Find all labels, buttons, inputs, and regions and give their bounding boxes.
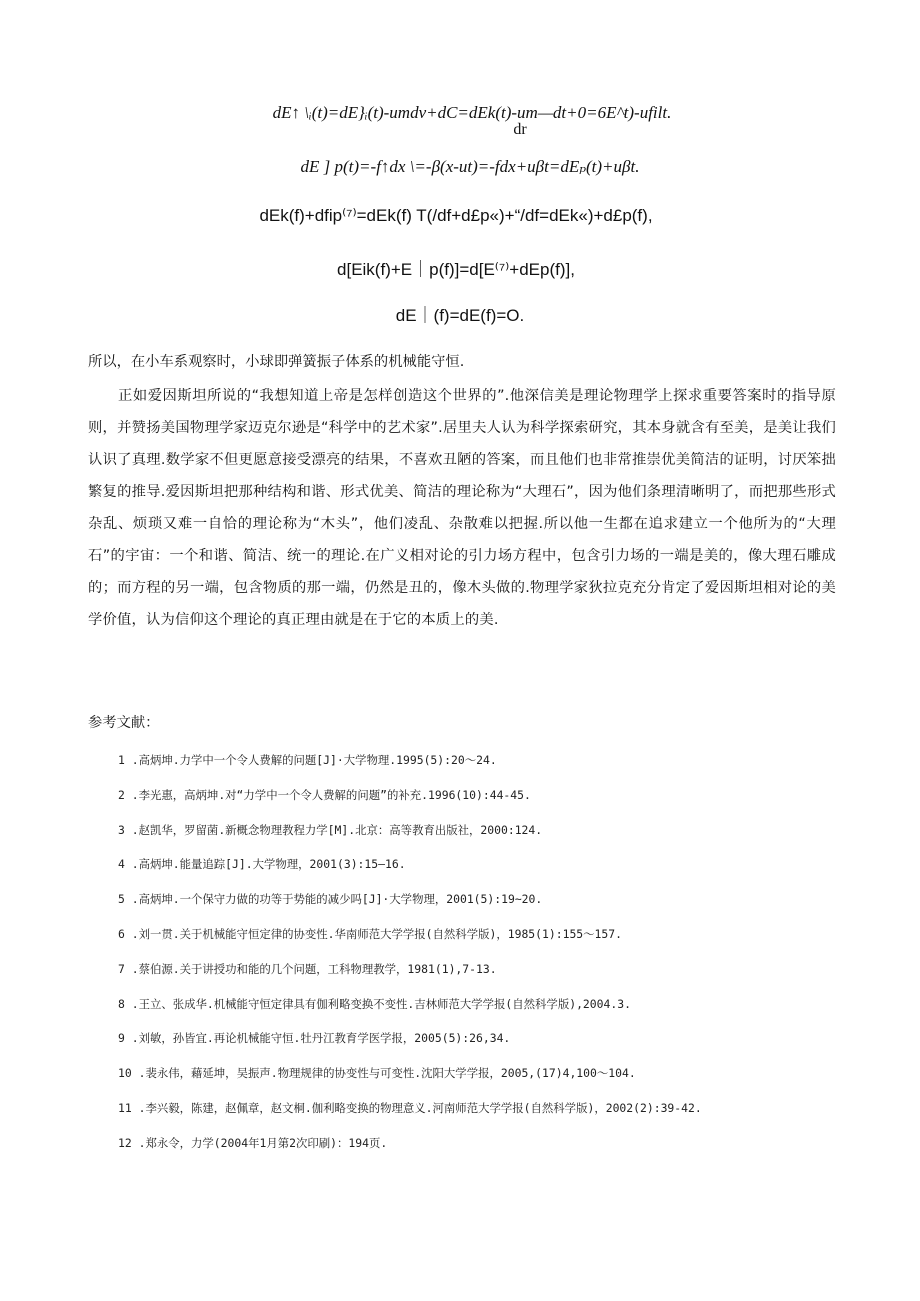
reference-item [118,1026,878,1061]
reference-number: 7 [118,961,125,976]
reference-item [118,887,878,922]
reference-separator: . [131,1135,146,1150]
equation-1-denominator: dr [513,121,527,138]
reference-separator: . [124,857,139,872]
references-list [118,748,878,1166]
reference-text: 李光惠，高炳坤.对“力学中一个令人费解的问题”的补充.1996(10):44-45. [138,787,531,802]
reference-item [118,818,878,853]
reference-number: 3 [118,822,125,837]
equation-1: dE↑ \ᵢ(t)=dE}ᵢ(t)-umdv+dC=dEk(t)-um—dt+0=6E^t)-ufilt. [272,103,672,122]
reference-separator: . [124,996,139,1011]
reference-item [118,1096,878,1131]
reference-text: 高炳坤.力学中一个令人费解的问题[J]·大学物理.1995(5):20～24. [138,753,497,767]
reference-text: 裴永伟，藉延坤，吴振声.物理规律的协变性与可变性.沈阳大学学报，2005,(17)4,100～104. [145,1066,636,1081]
reference-separator: . [124,961,139,976]
reference-separator: . [124,822,139,837]
reference-separator: . [124,753,139,767]
equation-5: dE｜(f)=dE(f)=O. [395,306,525,325]
reference-text: 蔡伯源.关于讲授功和能的几个问题，工科物理教学，1981(1),7-13. [138,961,497,976]
reference-number: 4 [118,857,125,872]
reference-item [118,922,878,957]
body-paragraph: 正如爱因斯坦所说的“我想知道上帝是怎样创造这个世界的”.他深信美是理论物理学上探求重要答案时的指导原则，并赞扬美国物理学家迈克尔逊是“科学中的艺术家”.居里夫人认为科学探索研究，其本身就含有至美，是美让我们认识了真理.数学家不但更愿意接受漂亮的结果，不喜欢丑陋的答案，而且他们也非常推崇优美简洁的证明，讨厌笨拙繁复的推导.爱因斯坦把那种结构和谐、形式优美、简洁的理论称为“大理石”，因为他们条理清晰明了，而把那些形式杂乱、烦琐又难一自恰的理论称为“木头”，他们凌乱、杂散难以把握.所以他一生都在追求建立一个他所为的“大理石”的宇宙：一个和谐、简洁、统一的理论.在广义相对论的引力场方程中，包含引力场的一端是美的，像大理石雕成的；而方程的另一端，包含物质的那一端，仍然是丑的，像木头做的.物理学家狄拉克充分肯定了爱因斯坦相对论的美学价值，认为信仰这个理论的真正理由就是在于它的本质上的美. [88,388,836,628]
reference-text: 赵凯华，罗留菌.新概念物理教程力学[M].北京：高等教育出版社，2000:124. [138,822,543,837]
reference-text: 刘一贯.关于机械能守恒定律的协变性.华南师范大学学报(自然科学版)，1985(1):155～157. [138,926,622,941]
reference-separator: . [131,1100,146,1115]
reference-text: 高炳坤.一个保守力做的功等于势能的减少吗[J]·大学物理，2001(5):19~20. [138,892,543,907]
reference-text: 刘敏，孙皆宜.再论机械能守恒.牡丹江教育学医学报，2005(5):26,34. [138,1031,511,1046]
conclusion-text: 所以，在小车系观察时，小球即弹簧振子体系的机械能守恒. [88,354,465,370]
reference-number: 9 [118,1031,125,1046]
reference-separator: . [131,1066,146,1081]
reference-item [118,1131,878,1166]
reference-number: 2 [118,787,125,802]
reference-item [118,783,878,818]
reference-number: 6 [118,926,125,941]
reference-text: 郑永令，力学(2004年1月第2次印刷)：194页. [145,1135,388,1150]
references-heading: 参考文献： [88,715,160,731]
equation-4: d[Eik(f)+E｜p(f)]=d[E⁽⁷⁾+dEp(f)], [337,260,575,279]
reference-text: 李兴毅，陈建，赵佩章，赵文桐.伽利略变换的物理意义.河南师范大学学报(自然科学版)，2002(2):39-42. [145,1100,702,1115]
reference-number: 10 [118,1066,132,1081]
reference-number: 12 [118,1135,132,1150]
reference-item [118,992,878,1027]
equation-2: dE ] p(t)=-f↑dx \=-β(x-ut)=-fdx+uβt=dEₚ(t)+uβt. [300,157,640,176]
reference-separator: . [124,892,139,907]
reference-number: 11 [118,1100,132,1115]
reference-number: 1 [118,753,125,767]
reference-item [118,748,878,783]
reference-number: 5 [118,892,125,907]
reference-separator: . [124,926,139,941]
reference-separator: . [124,787,139,802]
reference-item [118,852,878,887]
reference-text: 王立、张成华.机械能守恒定律具有伽利略变换不变性.吉林师范大学学报(自然科学版),2004.3. [138,996,631,1011]
reference-separator: . [124,1031,139,1046]
reference-item [118,1061,878,1096]
reference-text: 高炳坤.能量追踪[J].大学物理，2001(3):15—16. [138,857,406,872]
reference-item [118,957,878,992]
equation-3: dEk(f)+dfip⁽⁷⁾=dEk(f) T(/df+d£p«)+“/df=dEk«)+d£p(f), [259,206,653,225]
reference-number: 8 [118,996,125,1011]
